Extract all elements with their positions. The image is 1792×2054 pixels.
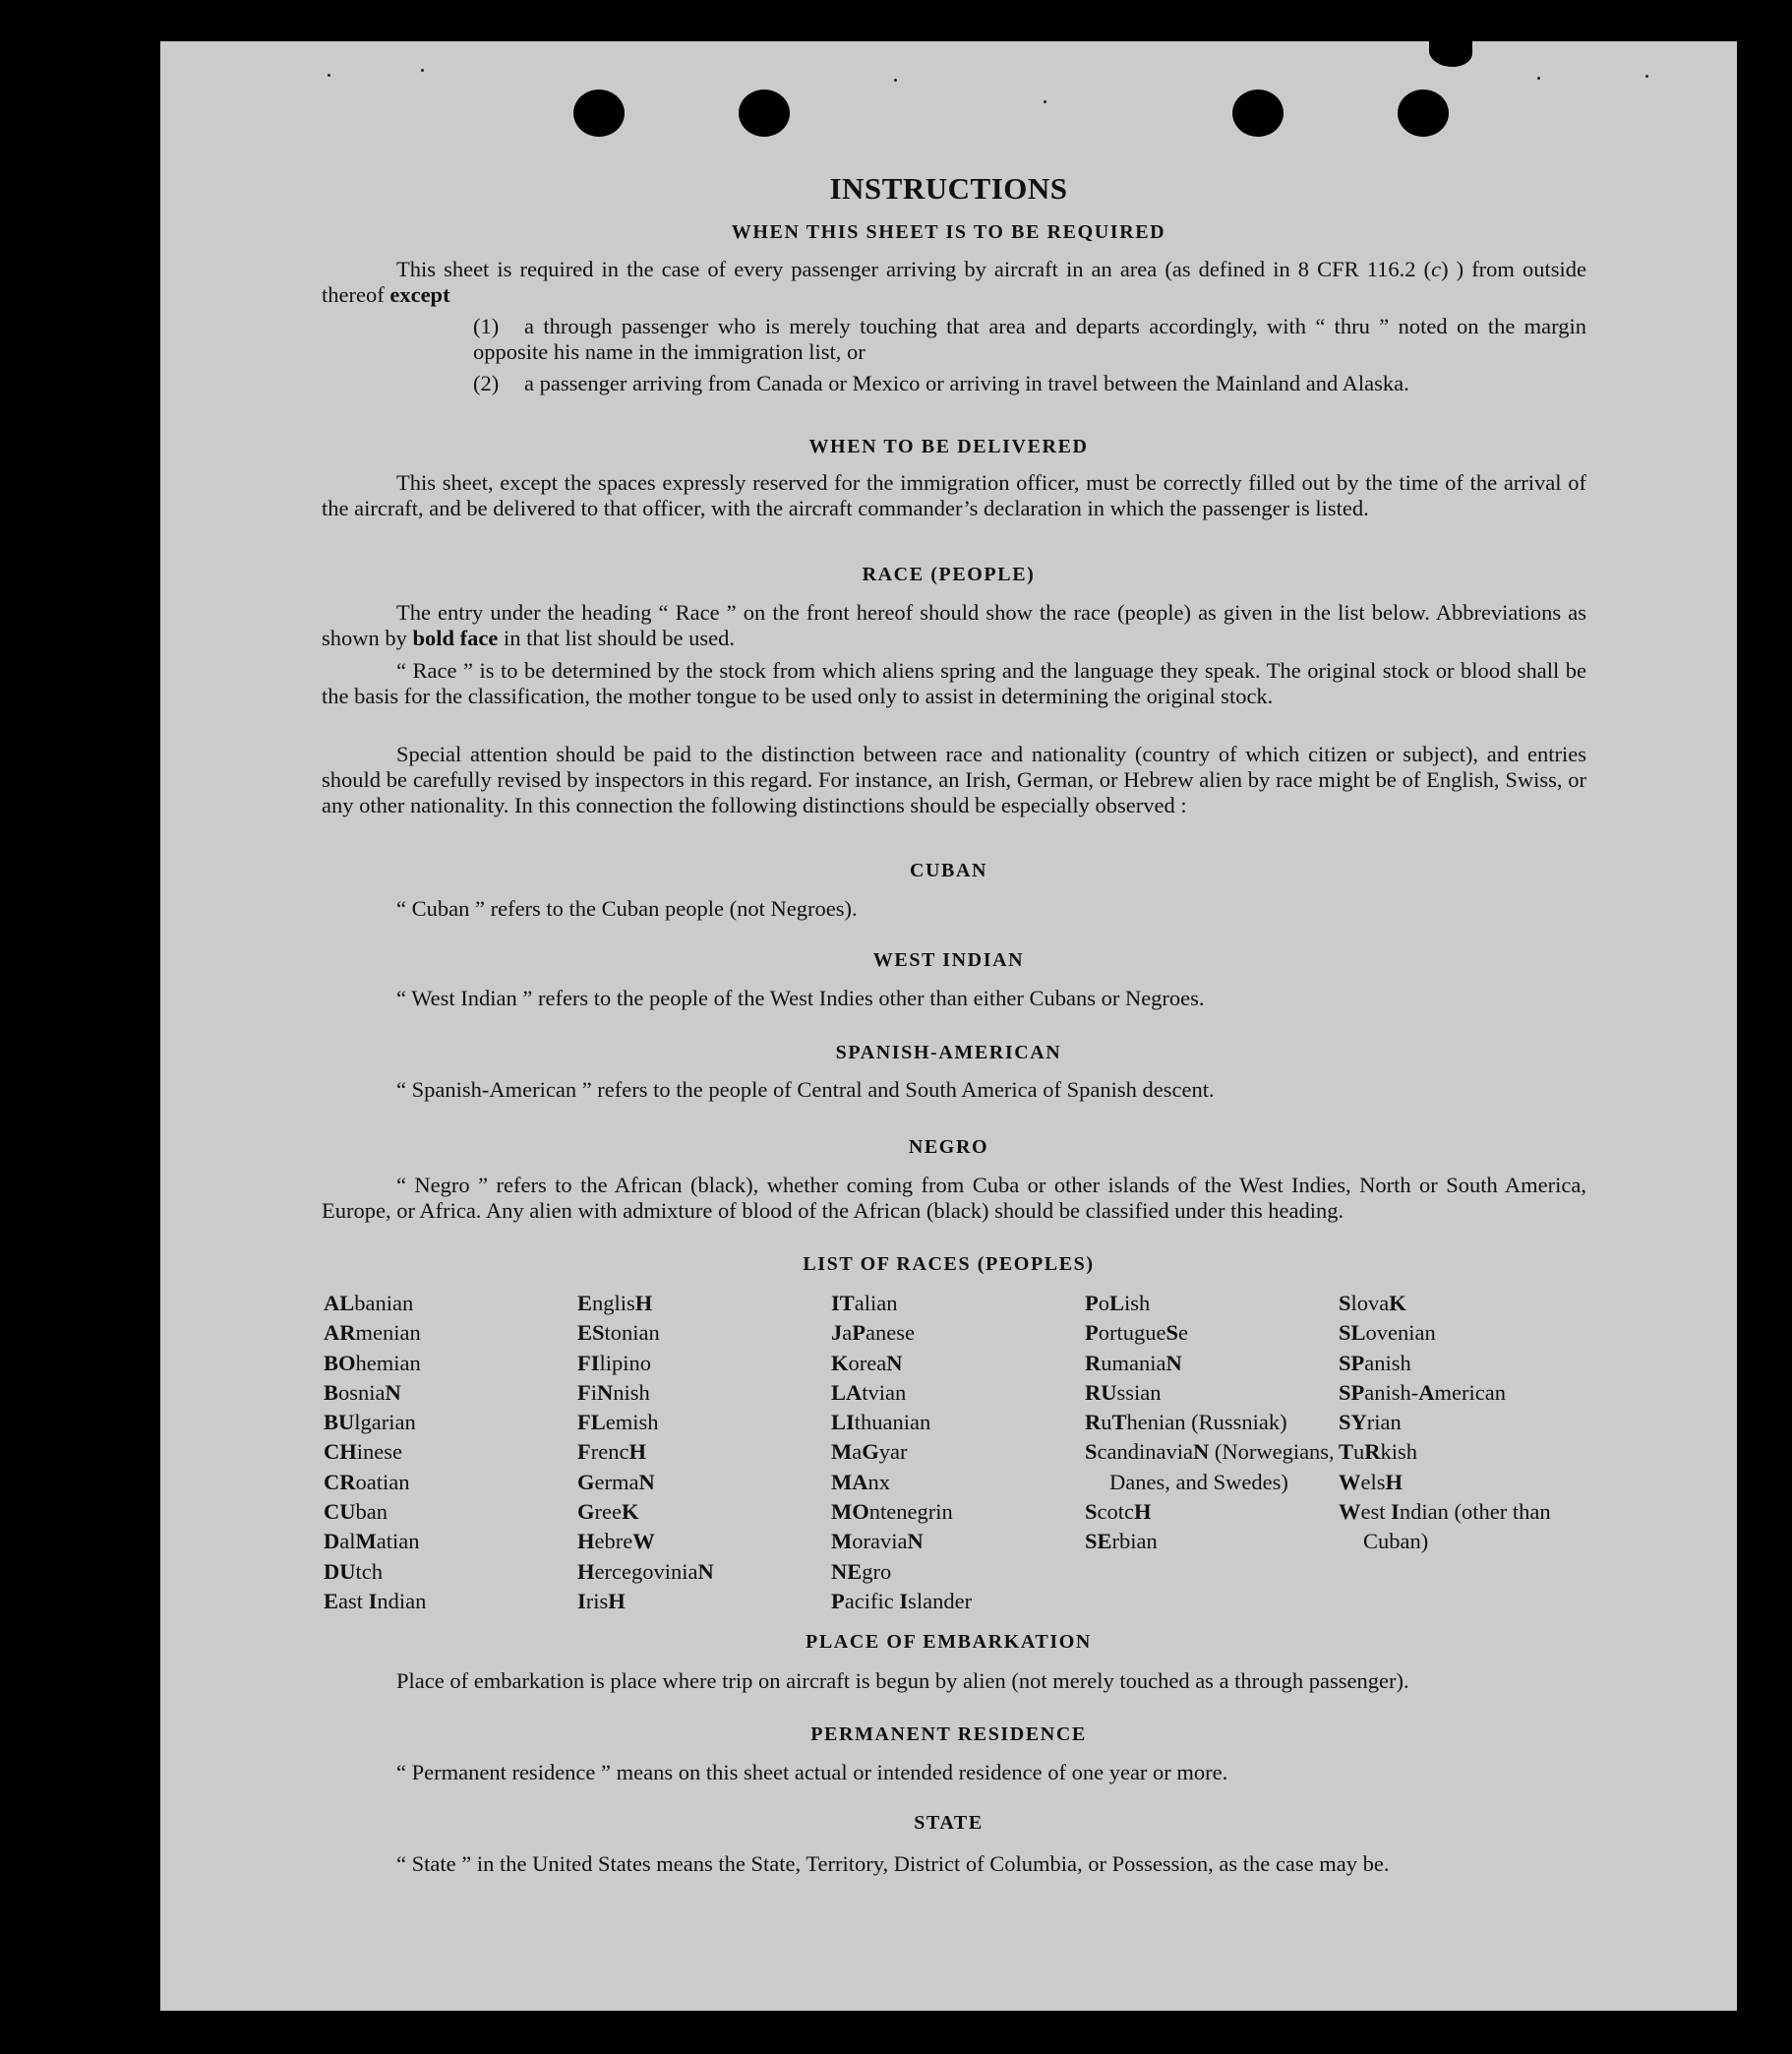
race-paragraph-3: Special attention should be paid to the distinction between race and nationality (country of which citizen or subject), and entries should be carefully revised by inspectors in this regard. For instance, an Irish, German, or Hebrew alien by race might be of English, Swiss, or any other nationality. In this connection the following distinctions should be especially observed :: [322, 742, 1586, 817]
race-item: HercegoviniaN: [577, 1558, 714, 1584]
race-item: BOhemian: [324, 1350, 421, 1375]
race-item: RUssian: [1085, 1379, 1162, 1405]
race-column: [324, 1289, 577, 1616]
race-item: CUban: [324, 1499, 388, 1525]
race-item: JaPanese: [831, 1320, 915, 1346]
heading-list-of-races: LIST OF RACES (PEOPLES): [803, 1253, 1095, 1275]
race-item: FIlipino: [577, 1350, 652, 1375]
page-title: INSTRUCTIONS: [829, 171, 1068, 206]
race-item: IrisH: [577, 1588, 626, 1613]
heading-negro: NEGRO: [908, 1136, 989, 1158]
race-item: MoraviaN: [831, 1529, 924, 1554]
heading-cuban: CUBAN: [909, 860, 988, 881]
race-item: ALbanian: [324, 1291, 414, 1315]
race-item: BosniaN: [324, 1379, 401, 1405]
race-paragraph-1: The entry under the heading “ Race ” on the front hereof should show the race (people) as given in the list below. Abbreviations as shown by bold face in that list should be used.: [322, 600, 1586, 650]
race-item: MOntenegrin: [831, 1499, 953, 1525]
race-column: [831, 1289, 1085, 1616]
race-item: East Indian: [324, 1588, 427, 1613]
race-item: LAtvian: [831, 1379, 907, 1405]
race-item: ScandinaviaN (Norwegians, Danes, and Swedes): [1085, 1439, 1335, 1494]
race-item: SlovaK: [1339, 1291, 1406, 1315]
delivered-text: This sheet, except the spaces expressly reserved for the immigration officer, must be correctly filled out by the time of the arrival of the aircraft, and be delivered to that officer, with the aircraft commander’s declaration in which the passenger is listed.: [322, 470, 1586, 520]
race-item: ARmenian: [324, 1320, 421, 1346]
race-item: SLovenian: [1339, 1320, 1436, 1346]
document-content: [160, 41, 1737, 2011]
race-item: DalMatian: [324, 1529, 420, 1554]
cuban-text: “ Cuban ” refers to the Cuban people (not Negroes).: [396, 896, 858, 921]
race-item: KoreaN: [831, 1350, 903, 1375]
race-item: NEgro: [831, 1558, 892, 1584]
race-column: [577, 1289, 831, 1616]
race-item: EStonian: [577, 1320, 660, 1346]
race-item: PortugueSe: [1085, 1320, 1188, 1346]
heading-place-of-embarkation: PLACE OF EMBARKATION: [806, 1631, 1092, 1653]
heading-when-delivered: WHEN TO BE DELIVERED: [808, 436, 1089, 457]
heading-state: STATE: [914, 1812, 984, 1834]
race-list: [324, 1289, 1592, 1616]
race-item: FiNnish: [577, 1379, 650, 1405]
race-column: [1339, 1289, 1592, 1616]
race-item: EnglisH: [577, 1291, 653, 1315]
race-item: SPanish: [1339, 1350, 1411, 1375]
race-item: PoLish: [1085, 1291, 1151, 1315]
race-item: LIthuanian: [831, 1410, 931, 1435]
race-paragraph-2: “ Race ” is to be determined by the stock from which aliens spring and the language they speak. The original stock or blood shall be the basis for the classification, the mother tongue to be used only to assist in determining the original stock.: [322, 658, 1586, 708]
exception-item-2: (2) a passenger arriving from Canada or Mexico or arriving in travel between the Mainland and Alaska.: [473, 371, 1409, 395]
spanish-american-text: “ Spanish-American ” refers to the people of Central and South America of Spanish descent.: [396, 1077, 1215, 1102]
race-item: FrencH: [577, 1439, 646, 1465]
race-item: GermaN: [577, 1469, 655, 1494]
race-item: BUlgarian: [324, 1410, 416, 1435]
race-item: SErbian: [1085, 1529, 1158, 1554]
heading-when-required: WHEN THIS SHEET IS TO BE REQUIRED: [731, 221, 1166, 243]
race-item: RumaniaN: [1085, 1350, 1182, 1375]
heading-west-indian: WEST INDIAN: [872, 949, 1025, 971]
race-item: DUtch: [324, 1558, 383, 1584]
race-item: FLemish: [577, 1410, 659, 1435]
race-item: SPanish-American: [1339, 1379, 1506, 1405]
race-item: WelsH: [1339, 1469, 1404, 1494]
race-column: [1085, 1289, 1339, 1616]
race-item: CHinese: [324, 1439, 402, 1465]
race-item: HebreW: [577, 1529, 655, 1554]
race-item: GreeK: [577, 1499, 639, 1525]
required-intro: This sheet is required in the case of every passenger arriving by aircraft in an area (as defined in 8 CFR 116.2 (c) ) from outside thereof except: [322, 257, 1586, 307]
heading-race: RACE (PEOPLE): [862, 564, 1036, 585]
state-text: “ State ” in the United States means the State, Territory, District of Columbia, or Possession, as the case may be.: [396, 1851, 1390, 1876]
race-item: ScotcH: [1085, 1499, 1152, 1525]
race-item: West Indian (other than Cuban): [1339, 1499, 1551, 1554]
race-item: SYrian: [1339, 1410, 1402, 1435]
race-item: MaGyar: [831, 1439, 908, 1465]
race-item: Pacific Islander: [831, 1588, 973, 1613]
residence-text: “ Permanent residence ” means on this sheet actual or intended residence of one year or more.: [396, 1760, 1228, 1784]
race-item: TuRkish: [1339, 1439, 1418, 1465]
west-indian-text: “ West Indian ” refers to the people of the West Indies other than either Cubans or Negroes.: [396, 986, 1205, 1010]
embarkation-text: Place of embarkation is place where trip on aircraft is begun by alien (not merely touched as a through passenger).: [396, 1668, 1409, 1693]
race-item: CRoatian: [324, 1469, 410, 1494]
race-item: ITalian: [831, 1291, 898, 1315]
exception-item-1: (1) a through passenger who is merely touching that area and departs accordingly, with “ thru ” noted on the margin opposite his name in the immigration list, or: [473, 314, 1586, 364]
race-item: MAnx: [831, 1469, 890, 1494]
heading-permanent-residence: PERMANENT RESIDENCE: [810, 1723, 1087, 1745]
race-item: RuThenian (Russniak): [1085, 1410, 1287, 1435]
negro-text: “ Negro ” refers to the African (black), whether coming from Cuba or other islands of the West Indies, North or South America, Europe, or Africa. Any alien with admixture of blood of the African (black) should be classified under this heading.: [322, 1173, 1586, 1223]
heading-spanish-american: SPANISH-AMERICAN: [835, 1042, 1062, 1063]
